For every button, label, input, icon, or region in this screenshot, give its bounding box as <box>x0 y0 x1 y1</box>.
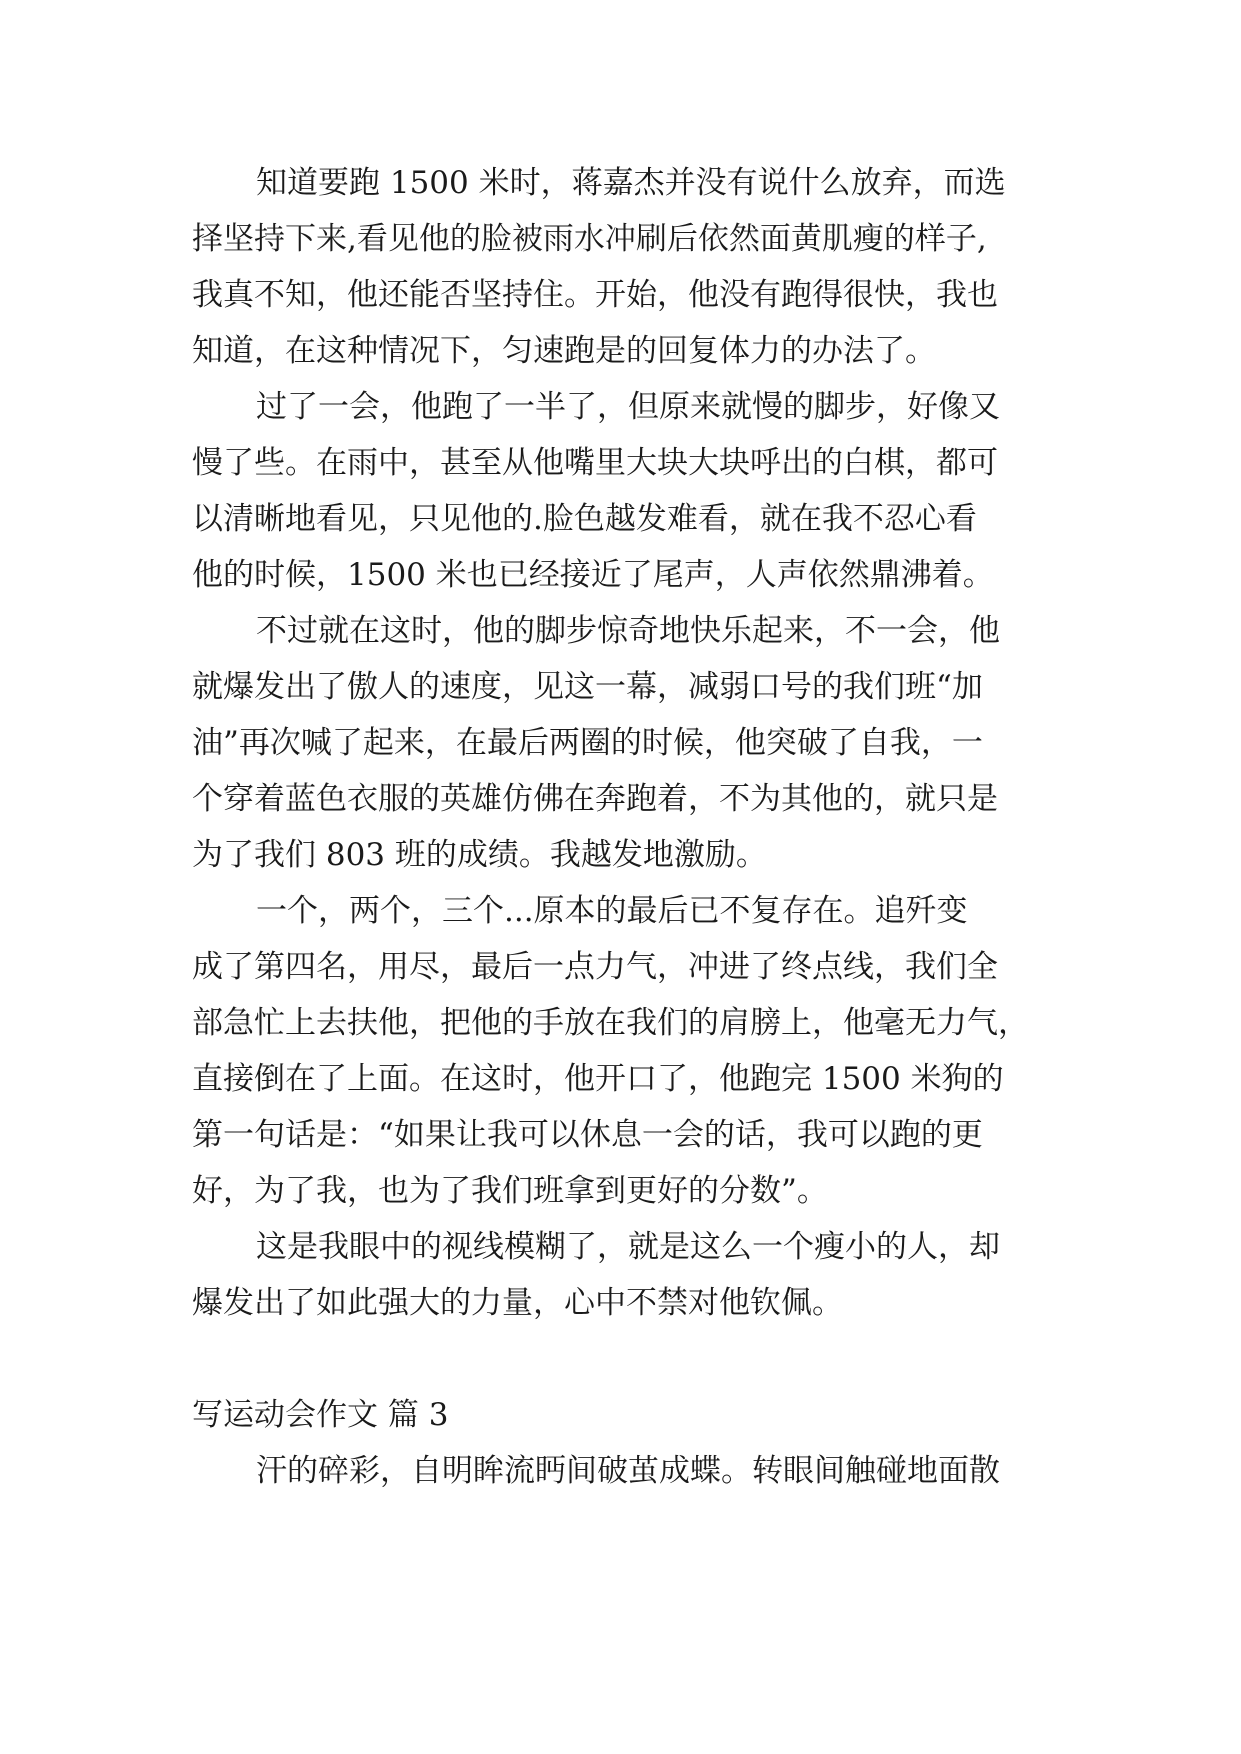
paragraph-4 <box>192 883 1092 1219</box>
text-line: 这是我眼中的视线模糊了，就是这么一个瘦小的人，却 <box>256 1229 1000 1265</box>
text-line: 好，为了我，也为了我们班拿到更好的分数”。 <box>192 1173 828 1209</box>
text-line: 过了一会，他跑了一半了，但原来就慢的脚步，好像又 <box>256 389 1000 425</box>
text-line: 他的时候，1500 米也已经接近了尾声，人声依然鼎沸着。 <box>192 557 994 593</box>
text-line: 一个，两个，三个...原本的最后已不复存在。追歼变 <box>256 893 968 929</box>
document-body <box>192 155 1092 1499</box>
text-line: 就爆发出了傲人的速度，见这一幕，减弱口号的我们班“加 <box>192 669 983 705</box>
text-line: 为了我们 803 班的成绩。我越发地激励。 <box>192 837 767 873</box>
text-line: 不过就在这时，他的脚步惊奇地快乐起来，不一会，他 <box>256 613 1000 649</box>
text-line: 我真不知，他还能否坚持住。开始，他没有跑得很快，我也 <box>192 277 998 313</box>
text-line: 成了第四名，用尽，最后一点力气，冲进了终点线，我们全 <box>192 949 998 985</box>
text-line: 直接倒在了上面。在这时，他开口了，他跑完 1500 米狗的 <box>192 1061 1004 1097</box>
section-gap <box>192 1331 1092 1387</box>
paragraph-2 <box>192 379 1092 603</box>
section-heading: 写运动会作文 篇 3 <box>192 1397 449 1433</box>
paragraph-next <box>192 1443 1092 1499</box>
text-line: 部急忙上去扶他，把他的手放在我们的肩膀上，他毫无力气， <box>192 1005 1029 1041</box>
paragraph-5 <box>192 1219 1092 1331</box>
text-line: 择坚持下来,看见他的脸被雨水冲刷后依然面黄肌瘦的样子, <box>192 221 987 257</box>
text-line: 以清晰地看见，只见他的.脸色越发难看，就在我不忍心看 <box>192 501 977 537</box>
text-line: 个穿着蓝色衣服的英雄仿佛在奔跑着，不为其他的，就只是 <box>192 781 998 817</box>
text-line: 汗的碎彩，自明眸流眄间破茧成蝶。转眼间触碰地面散 <box>256 1453 1000 1489</box>
text-line: 油”再次喊了起来，在最后两圈的时候，他突破了自我，一 <box>192 725 983 761</box>
text-line: 知道，在这种情况下，匀速跑是的回复体力的办法了。 <box>192 333 936 369</box>
text-line: 知道要跑 1500 米时，蒋嘉杰并没有说什么放弃，而选 <box>256 165 1006 201</box>
text-line: 爆发出了如此强大的力量，心中不禁对他钦佩。 <box>192 1285 843 1321</box>
paragraph-3 <box>192 603 1092 883</box>
text-line: 第一句话是：“如果让我可以休息一会的话，我可以跑的更 <box>192 1117 983 1153</box>
text-line: 慢了些。在雨中，甚至从他嘴里大块大块呼出的白棋，都可 <box>192 445 998 481</box>
paragraph-1 <box>192 155 1092 379</box>
